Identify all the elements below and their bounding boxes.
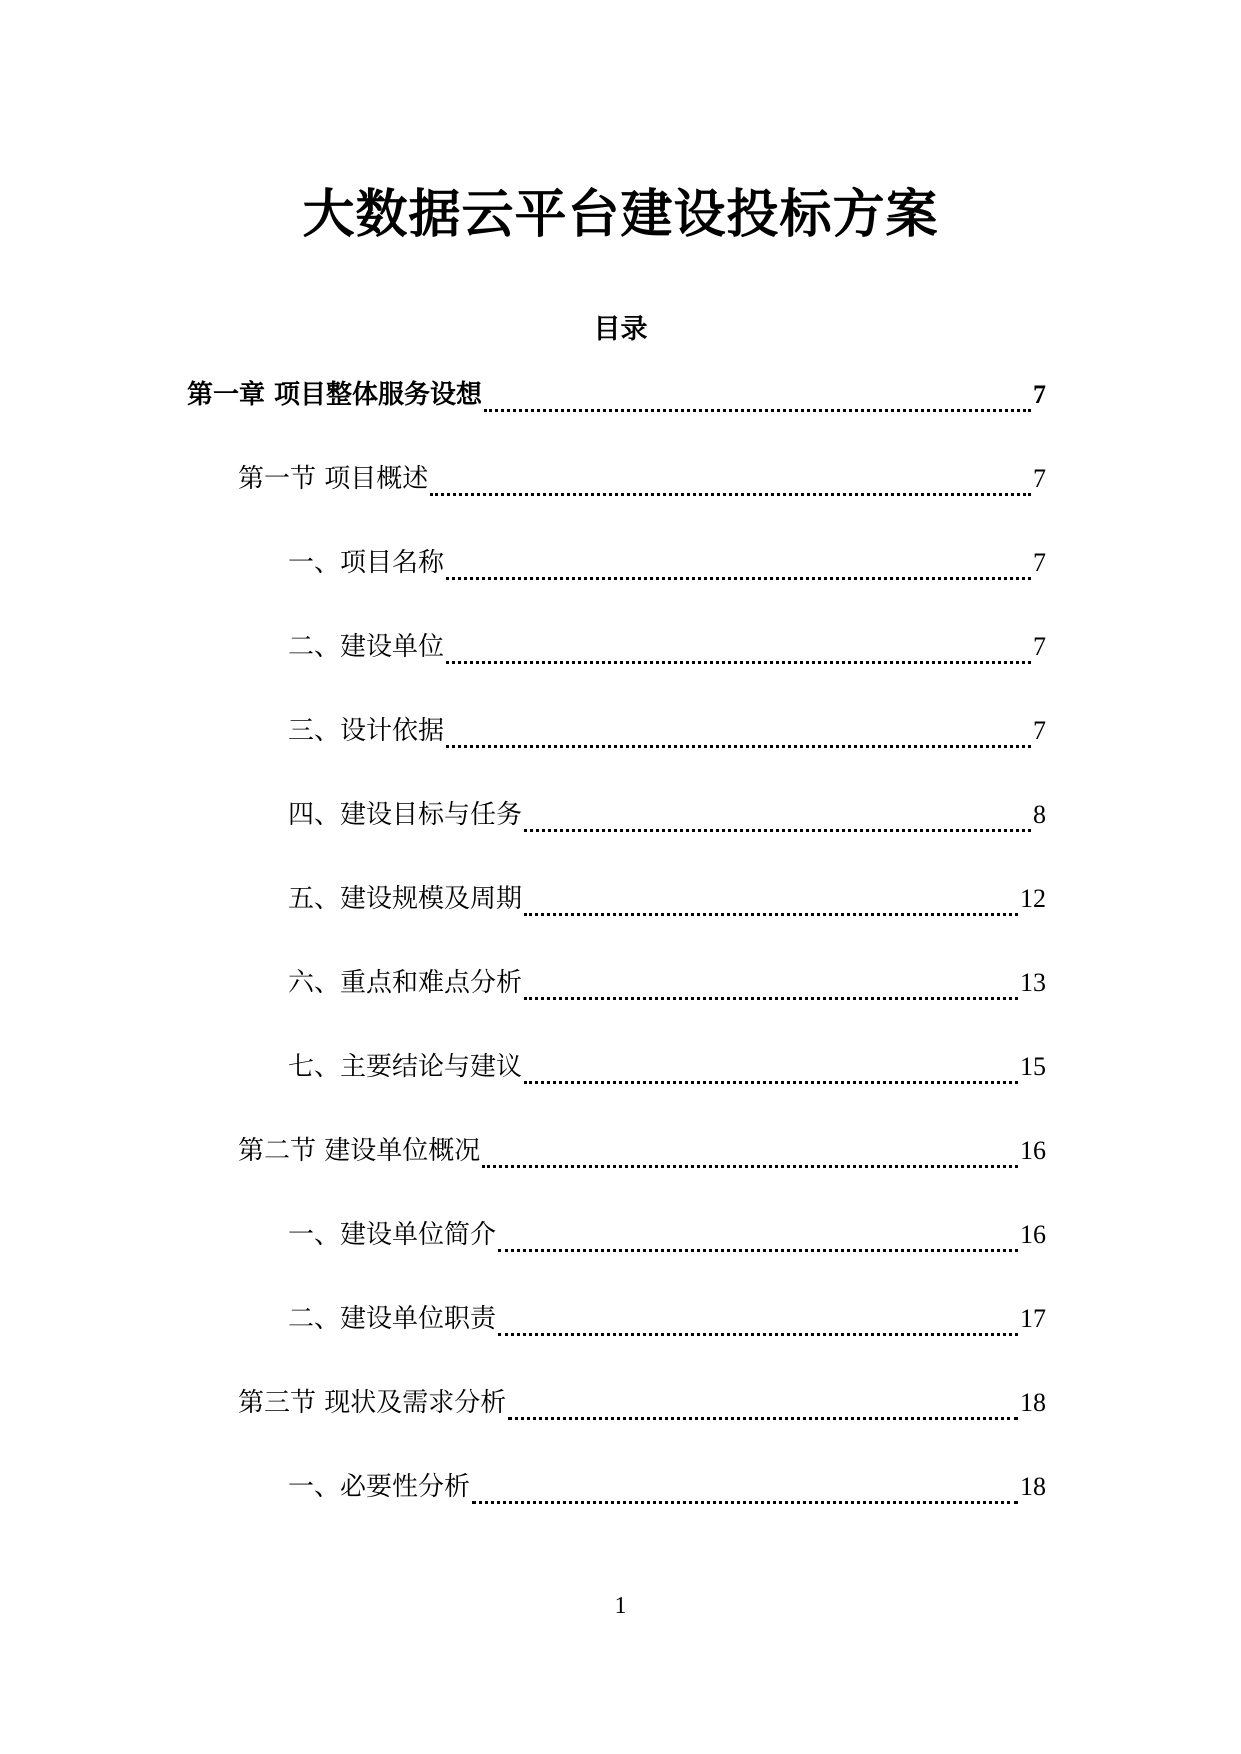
toc-entry-page: 7 — [1033, 548, 1046, 577]
dot-leader — [498, 1299, 1018, 1336]
document-title: 大数据云平台建设投标方案 — [302, 185, 939, 245]
toc-entry-title: 第三节 现状及需求分析 — [238, 1388, 507, 1418]
dot-leader — [508, 1383, 1018, 1420]
toc-entry-item[interactable] — [0, 1299, 1241, 1383]
toc-entry-title: 第一章 项目整体服务设想 — [187, 380, 483, 410]
toc-entry-page: 7 — [1033, 380, 1046, 409]
toc-entry-title: 五、建设规模及周期 — [288, 884, 523, 914]
toc-entry-title: 四、建设目标与任务 — [288, 800, 523, 830]
toc-entry-page: 18 — [1020, 1388, 1046, 1417]
toc-entry-page: 7 — [1033, 632, 1046, 661]
dot-leader — [498, 1215, 1018, 1252]
dot-leader — [472, 1467, 1018, 1504]
dot-leader — [430, 459, 1031, 496]
toc-entry-title: 第一节 项目概述 — [238, 464, 429, 494]
toc-entry-title: 第二节 建设单位概况 — [238, 1136, 481, 1166]
toc-entry-item[interactable] — [0, 1467, 1241, 1551]
toc-entry-page: 16 — [1020, 1220, 1046, 1249]
dot-leader — [482, 1131, 1018, 1168]
toc-entry-title: 七、主要结论与建议 — [288, 1052, 523, 1082]
toc-entry-section-3[interactable] — [0, 1383, 1241, 1467]
toc-entry-page: 18 — [1020, 1472, 1046, 1501]
toc-entry-title: 二、建设单位职责 — [288, 1304, 497, 1334]
toc-entry-page: 16 — [1020, 1136, 1046, 1165]
toc-entry-item[interactable] — [0, 879, 1241, 963]
toc-entry-item[interactable] — [0, 543, 1241, 627]
dot-leader — [524, 795, 1031, 832]
toc-entry-item[interactable] — [0, 795, 1241, 879]
toc-entry-title: 六、重点和难点分析 — [288, 968, 523, 998]
toc-entry-title: 三、设计依据 — [288, 716, 445, 746]
dot-leader — [524, 879, 1018, 916]
dot-leader — [446, 711, 1031, 748]
toc-entry-title: 二、建设单位 — [288, 632, 445, 662]
dot-leader — [524, 1047, 1018, 1084]
toc-entry-section-1[interactable] — [0, 459, 1241, 543]
toc-entry-item[interactable] — [0, 963, 1241, 1047]
page-number: 1 — [614, 1593, 627, 1619]
dot-leader — [446, 627, 1031, 664]
toc-entry-title: 一、项目名称 — [288, 548, 445, 578]
toc-entry-page: 7 — [1033, 464, 1046, 493]
toc-entry-item[interactable] — [0, 711, 1241, 795]
toc-entry-page: 13 — [1020, 968, 1046, 997]
toc-entry-item[interactable] — [0, 1047, 1241, 1131]
dot-leader — [484, 375, 1031, 412]
toc-entry-item[interactable] — [0, 627, 1241, 711]
toc-entry-title: 一、必要性分析 — [288, 1472, 471, 1502]
toc-entry-page: 12 — [1020, 884, 1046, 913]
dot-leader — [446, 543, 1031, 580]
toc-entry-page: 8 — [1033, 800, 1046, 829]
toc-entry-item[interactable] — [0, 1215, 1241, 1299]
table-of-contents — [0, 375, 1241, 1551]
toc-entry-title: 一、建设单位简介 — [288, 1220, 497, 1250]
toc-entry-chapter-1[interactable] — [0, 375, 1241, 459]
toc-entry-page: 15 — [1020, 1052, 1046, 1081]
toc-entry-section-2[interactable] — [0, 1131, 1241, 1215]
toc-heading: 目录 — [593, 314, 648, 345]
dot-leader — [524, 963, 1018, 1000]
toc-entry-page: 7 — [1033, 716, 1046, 745]
toc-entry-page: 17 — [1020, 1304, 1046, 1333]
